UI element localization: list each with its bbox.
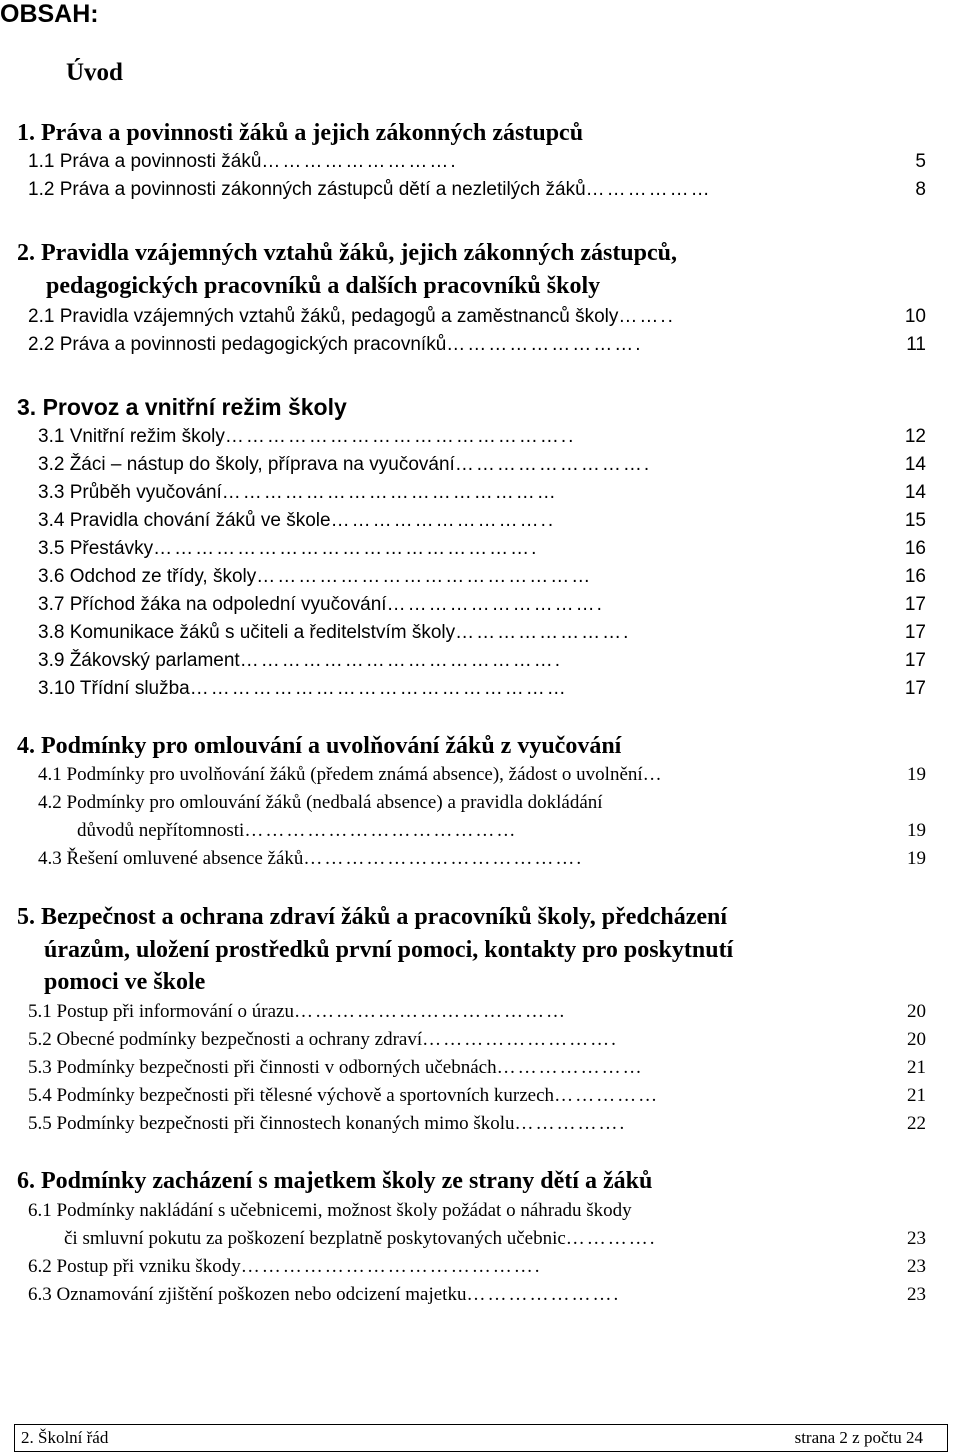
toc-entry-3-3: 3.3 Průběh vyučování………………………………………… xyxy=(38,482,558,503)
section-5-heading: 5. Bezpečnost a ochrana zdraví žáků a pracovníků školy, předcházení xyxy=(17,904,728,930)
toc-entry-1-2: 1.2 Práva a povinnosti zákonných zástupců dětí a nezletilých žáků……………… xyxy=(28,179,712,200)
toc-entry-1-1: 1.1 Práva a povinnosti žáků………………………. xyxy=(28,151,458,172)
toc-entry-3-4: 3.4 Pravidla chování žáků ve škole………………………….. xyxy=(38,510,556,531)
toc-title: OBSAH: xyxy=(0,0,99,28)
page-footer xyxy=(14,1424,948,1452)
section-2-heading-line-2: pedagogických pracovníků a dalších pracovníků školy xyxy=(46,273,601,299)
toc-page-3-10: 17 xyxy=(904,678,926,699)
toc-entry-4-2: 4.2 Podmínky pro omlouvání žáků (nedbalá absence) a pravidla dokládání xyxy=(38,792,603,813)
toc-page-4-2: 19 xyxy=(907,820,926,841)
toc-entry-4-1: 4.1 Podmínky pro uvolňování žáků (předem známá absence), žádost o uvolnění… xyxy=(38,764,664,785)
toc-entry-5-5: 5.5 Podmínky bezpečnosti při činnostech konaných mimo školu……………. xyxy=(28,1113,627,1134)
toc-page-4-3: 19 xyxy=(907,848,926,869)
toc-entry-3-1: 3.1 Vnitřní režim školy………………………………………….. xyxy=(38,426,576,447)
toc-entry-6-1-line-2: či smluvní pokutu za poškození bezplatně poskytovaných učebnic…………. xyxy=(64,1228,657,1249)
toc-page-2-2: 11 xyxy=(906,334,926,355)
toc-entry-3-5: 3.5 Přestávky………………………………………………. xyxy=(38,538,539,559)
section-5-heading-line-3: pomoci ve škole xyxy=(44,969,206,995)
toc-page-4-1: 19 xyxy=(907,764,926,785)
toc-page-3-9: 17 xyxy=(904,650,926,671)
section-3-heading: 3. Provoz a vnitřní režim školy xyxy=(17,394,347,420)
toc-page-3-2: 14 xyxy=(904,454,926,475)
toc-entry-3-6: 3.6 Odchod ze třídy, školy………………………………………… xyxy=(38,566,593,587)
toc-entry-6-3: 6.3 Oznamování zjištění poškozen nebo odcizení majetku…………………. xyxy=(28,1284,621,1305)
section-6-heading: 6. Podmínky zacházení s majetkem školy ze strany dětí a žáků xyxy=(17,1168,653,1194)
toc-entry-2-2: 2.2 Práva a povinnosti pedagogických pracovníků………………………. xyxy=(28,334,643,355)
footer-page-number: strana 2 z počtu 24 xyxy=(794,1428,923,1447)
toc-entry-4-3: 4.3 Řešení omluvené absence žáků…………………………………. xyxy=(38,848,584,869)
toc-page-5-5: 22 xyxy=(907,1113,926,1134)
intro-heading: Úvod xyxy=(66,59,123,86)
toc-entry-3-10: 3.10 Třídní služba……………………………………………… xyxy=(38,678,568,699)
toc-page-3-6: 16 xyxy=(904,566,926,587)
toc-entry-2-1: 2.1 Pravidla vzájemných vztahů žáků, pedagogů a zaměstnanců školy…….. xyxy=(28,306,675,327)
toc-entry-6-2: 6.2 Postup při vzniku škody……………………………………. xyxy=(28,1256,542,1277)
section-5-heading-line-2: úrazům, uložení prostředků první pomoci, kontakty pro poskytnutí xyxy=(44,937,734,963)
section-4-heading: 4. Podmínky pro omlouvání a uvolňování žáků z vyučování xyxy=(17,733,622,759)
toc-page-2-1: 10 xyxy=(904,306,926,327)
toc-page-1-2: 8 xyxy=(915,179,926,200)
toc-entry-5-3: 5.3 Podmínky bezpečnosti při činnosti v odborných učebnách………………… xyxy=(28,1057,644,1078)
toc-page-3-3: 14 xyxy=(904,482,926,503)
footer-document-name: 2. Školní řád xyxy=(21,1428,109,1447)
toc-page-5-2: 20 xyxy=(907,1029,926,1050)
section-2-heading: 2. Pravidla vzájemných vztahů žáků, jejich zákonných zástupců, xyxy=(17,240,677,266)
toc-page-1-1: 5 xyxy=(915,151,926,172)
section-1-heading: 1. Práva a povinnosti žáků a jejich zákonných zástupců xyxy=(17,120,584,146)
toc-entry-3-7: 3.7 Příchod žáka na odpolední vyučování…………………………. xyxy=(38,594,604,615)
toc-entry-5-4: 5.4 Podmínky bezpečnosti při tělesné výchově a sportovních kurzech…………… xyxy=(28,1085,660,1106)
toc-entry-6-1: 6.1 Podmínky nakládání s učebnicemi, možnost školy požádat o náhradu škody xyxy=(28,1200,632,1221)
toc-page-5-3: 21 xyxy=(907,1057,926,1078)
toc-page-5-1: 20 xyxy=(907,1001,926,1022)
toc-entry-3-2: 3.2 Žáci – nástup do školy, příprava na vyučování………………………. xyxy=(38,454,652,475)
toc-entry-3-9: 3.9 Žákovský parlament………………………………………. xyxy=(38,650,562,671)
toc-page-3-5: 16 xyxy=(904,538,926,559)
toc-page-6-3: 23 xyxy=(907,1284,926,1305)
toc-entry-4-2-line-2: důvodů nepřítomnosti………………………………… xyxy=(77,820,518,841)
toc-entry-5-2: 5.2 Obecné podmínky bezpečnosti a ochrany zdraví………………………. xyxy=(28,1029,618,1050)
toc-page-3-8: 17 xyxy=(904,622,926,643)
toc-page-3-7: 17 xyxy=(904,594,926,615)
toc-page-6-1: 23 xyxy=(907,1228,926,1249)
toc-entry-3-8: 3.8 Komunikace žáků s učiteli a ředitelstvím školy……………………. xyxy=(38,622,631,643)
toc-page-3-1: 12 xyxy=(904,426,926,447)
toc-entry-5-1: 5.1 Postup při informování o úrazu………………………………… xyxy=(28,1001,567,1022)
toc-page-6-2: 23 xyxy=(907,1256,926,1277)
toc-page-3-4: 15 xyxy=(904,510,926,531)
toc-page-5-4: 21 xyxy=(907,1085,926,1106)
